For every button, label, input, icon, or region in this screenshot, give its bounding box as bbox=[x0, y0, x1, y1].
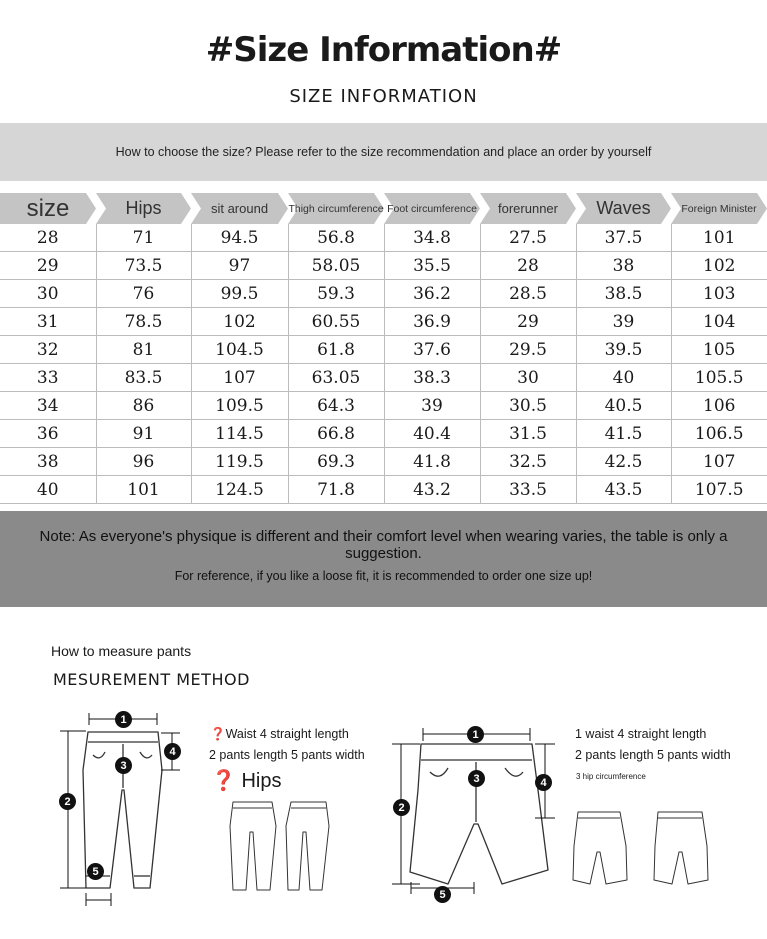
marker-4-shorts: 4 bbox=[535, 774, 552, 791]
column-header: Thigh circumference bbox=[288, 202, 384, 215]
table-cell: 35.5 bbox=[384, 252, 480, 280]
table-cell: 34.8 bbox=[384, 224, 480, 252]
long-pants-hips-label: ❓ Hips bbox=[211, 770, 282, 792]
page-subtitle: SIZE INFORMATION bbox=[289, 86, 478, 107]
table-cell: 76 bbox=[96, 280, 191, 308]
table-cell: 91 bbox=[96, 420, 191, 448]
marker-5-shorts: 5 bbox=[434, 886, 451, 903]
shorts-illustration bbox=[410, 744, 548, 884]
table-cell: 107.5 bbox=[671, 476, 767, 504]
table-cell: 36.9 bbox=[384, 308, 480, 336]
marker-4-long: 4 bbox=[164, 743, 181, 760]
table-cell: 58.05 bbox=[288, 252, 384, 280]
shorts-spec-line2: 2 pants length 5 pants width bbox=[575, 748, 731, 762]
table-cell: 28 bbox=[0, 224, 96, 252]
column-header: Foreign Minister bbox=[681, 202, 757, 215]
table-cell: 33 bbox=[0, 364, 96, 392]
table-cell: 29 bbox=[480, 308, 576, 336]
table-cell: 71.8 bbox=[288, 476, 384, 504]
table-cell: 94.5 bbox=[191, 224, 288, 252]
table-cell: 39 bbox=[384, 392, 480, 420]
table-cell: 81 bbox=[96, 336, 191, 364]
table-cell: 40 bbox=[0, 476, 96, 504]
table-cell: 41.5 bbox=[576, 420, 671, 448]
table-cell: 36.2 bbox=[384, 280, 480, 308]
table-cell: 38 bbox=[576, 252, 671, 280]
marker-2-shorts: 2 bbox=[393, 799, 410, 816]
table-cell: 32.5 bbox=[480, 448, 576, 476]
table-cell: 38.5 bbox=[576, 280, 671, 308]
long-pants-front-small bbox=[230, 802, 276, 890]
shorts-front-small bbox=[573, 812, 627, 884]
note-text: Note: As everyone's physique is different and their comfort level when wearing varies, the table is only a suggestion. bbox=[39, 528, 728, 562]
table-cell: 83.5 bbox=[96, 364, 191, 392]
table-cell: 43.5 bbox=[576, 476, 671, 504]
table-cell: 31.5 bbox=[480, 420, 576, 448]
table-cell: 42.5 bbox=[576, 448, 671, 476]
table-cell: 30.5 bbox=[480, 392, 576, 420]
table-cell: 36 bbox=[0, 420, 96, 448]
table-cell: 27.5 bbox=[480, 224, 576, 252]
table-cell: 64.3 bbox=[288, 392, 384, 420]
marker-3-shorts: 3 bbox=[468, 770, 485, 787]
table-cell: 33.5 bbox=[480, 476, 576, 504]
table-cell: 66.8 bbox=[288, 420, 384, 448]
table-cell: 104.5 bbox=[191, 336, 288, 364]
table-cell: 103 bbox=[671, 280, 767, 308]
marker-1-shorts: 1 bbox=[467, 726, 484, 743]
table-cell: 104 bbox=[671, 308, 767, 336]
marker-1-long: 1 bbox=[115, 711, 132, 728]
table-cell: 34 bbox=[0, 392, 96, 420]
table-cell: 102 bbox=[671, 252, 767, 280]
table-cell: 63.05 bbox=[288, 364, 384, 392]
table-cell: 102 bbox=[191, 308, 288, 336]
table-cell: 97 bbox=[191, 252, 288, 280]
table-cell: 37.6 bbox=[384, 336, 480, 364]
table-cell: 99.5 bbox=[191, 280, 288, 308]
table-cell: 106.5 bbox=[671, 420, 767, 448]
column-header: sit around bbox=[210, 201, 269, 216]
shorts-spec-line3: 3 hip circumference bbox=[576, 772, 646, 781]
table-cell: 41.8 bbox=[384, 448, 480, 476]
column-header: Foot circumference bbox=[387, 202, 477, 215]
table-cell: 107 bbox=[191, 364, 288, 392]
table-cell: 61.8 bbox=[288, 336, 384, 364]
marker-3-long: 3 bbox=[115, 757, 132, 774]
shorts-back-small bbox=[654, 812, 708, 884]
table-cell: 86 bbox=[96, 392, 191, 420]
column-header: Waves bbox=[596, 198, 651, 218]
table-cell: 114.5 bbox=[191, 420, 288, 448]
measure-heading: How to measure pants bbox=[51, 643, 192, 659]
table-cell: 105 bbox=[671, 336, 767, 364]
table-cell: 73.5 bbox=[96, 252, 191, 280]
table-cell: 39.5 bbox=[576, 336, 671, 364]
long-pants-spec-line1: ❓Waist 4 straight length bbox=[210, 727, 349, 741]
table-cell: 59.3 bbox=[288, 280, 384, 308]
table-cell: 40 bbox=[576, 364, 671, 392]
table-cell: 101 bbox=[96, 476, 191, 504]
table-cell: 39 bbox=[576, 308, 671, 336]
column-header: size bbox=[26, 194, 70, 222]
column-header: Hips bbox=[125, 198, 162, 218]
table-cell: 101 bbox=[671, 224, 767, 252]
table-cell: 38.3 bbox=[384, 364, 480, 392]
page-title: #Size Information# bbox=[205, 30, 562, 70]
column-header: forerunner bbox=[498, 201, 558, 216]
table-cell: 28.5 bbox=[480, 280, 576, 308]
table-cell: 30 bbox=[0, 280, 96, 308]
table-cell: 107 bbox=[671, 448, 767, 476]
table-cell: 29 bbox=[0, 252, 96, 280]
table-cell: 38 bbox=[0, 448, 96, 476]
table-cell: 40.5 bbox=[576, 392, 671, 420]
shorts-spec-line1: 1 waist 4 straight length bbox=[575, 727, 707, 741]
table-cell: 109.5 bbox=[191, 392, 288, 420]
table-cell: 96 bbox=[96, 448, 191, 476]
table-cell: 40.4 bbox=[384, 420, 480, 448]
table-cell: 119.5 bbox=[191, 448, 288, 476]
table-cell: 43.2 bbox=[384, 476, 480, 504]
table-cell: 105.5 bbox=[671, 364, 767, 392]
table-cell: 60.55 bbox=[288, 308, 384, 336]
table-cell: 71 bbox=[96, 224, 191, 252]
table-cell: 37.5 bbox=[576, 224, 671, 252]
long-pants-spec-line2: 2 pants length 5 pants width bbox=[209, 748, 365, 762]
measure-method-title: MESUREMENT METHOD bbox=[53, 670, 250, 689]
note-reference-text: For reference, if you like a loose fit, it is recommended to order one size up! bbox=[174, 569, 593, 583]
table-cell: 29.5 bbox=[480, 336, 576, 364]
table-cell: 30 bbox=[480, 364, 576, 392]
long-pants-back-small bbox=[286, 802, 329, 890]
table-cell: 32 bbox=[0, 336, 96, 364]
marker-2-long: 2 bbox=[59, 793, 76, 810]
table-cell: 124.5 bbox=[191, 476, 288, 504]
table-cell: 69.3 bbox=[288, 448, 384, 476]
table-cell: 106 bbox=[671, 392, 767, 420]
table-cell: 56.8 bbox=[288, 224, 384, 252]
table-cell: 28 bbox=[480, 252, 576, 280]
marker-5-long: 5 bbox=[87, 863, 104, 880]
table-cell: 31 bbox=[0, 308, 96, 336]
table-cell: 78.5 bbox=[96, 308, 191, 336]
size-guide-text: How to choose the size? Please refer to the size recommendation and place an order by yourself bbox=[115, 145, 652, 159]
